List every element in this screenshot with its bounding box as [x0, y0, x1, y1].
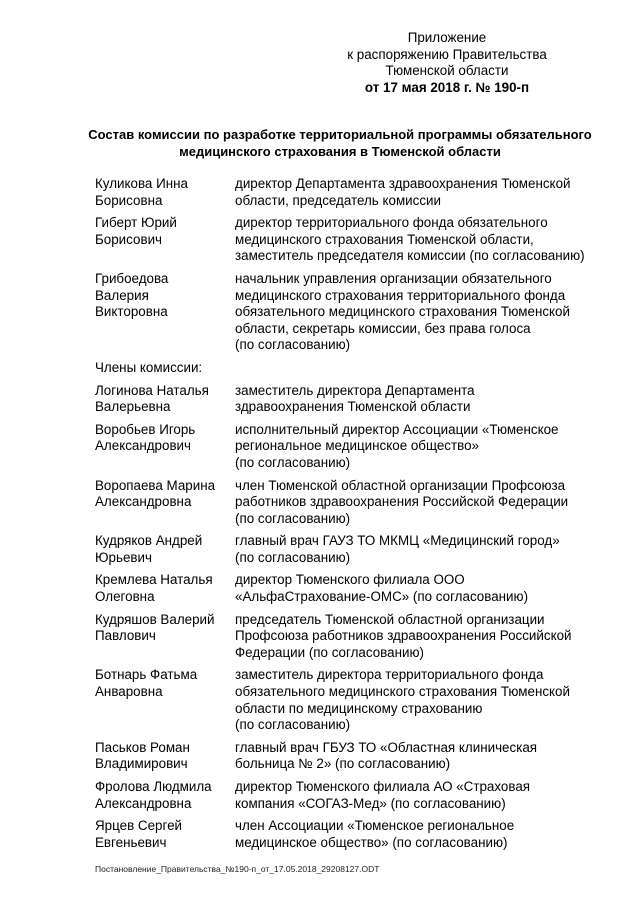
annex-date-number: от 17 мая 2018 г. № 190-п: [364, 79, 530, 95]
member-role: заместитель директора Департамента здравоохранения Тюменской области: [235, 382, 475, 415]
member-row: [95, 422, 595, 472]
member-name: Грибоедова Валерия Викторовна: [95, 270, 169, 320]
member-row: [95, 818, 595, 851]
member-row: [95, 667, 595, 733]
member-role: директор Тюменского филиала ООО «АльфаСтрахование-ОМС» (по согласованию): [235, 572, 529, 605]
member-name: Ярцев Сергей Евгеньевич: [95, 818, 182, 850]
member-role: директор территориального фонда обязательного медицинского страхования Тюменской области, заместитель председателя комиссии (по согласованию): [235, 215, 585, 264]
member-role: член Ассоциации «Тюменское региональное медицинское общество» (по согласованию): [235, 818, 515, 850]
member-name: Гиберт Юрий Борисович: [95, 215, 177, 247]
member-row: [95, 612, 595, 662]
annex-region: Тюменской области: [385, 63, 509, 79]
members-group: [95, 383, 595, 852]
annex-reference: к распоряжению Правительства: [347, 46, 547, 62]
member-role: начальник управления организации обязательного медицинского страхования территориального фонда обязательного медицинского страхования Тюменской области, секретарь комиссии, без права голоса (по согласованию): [235, 270, 570, 353]
annex-title: Приложение: [407, 30, 487, 45]
member-name: Ботнарь Фатьма Анваровна: [95, 667, 198, 700]
member-name: Кремлева Наталья Олеговна: [95, 572, 213, 605]
member-name: Кудряков Андрей Юрьевич: [95, 533, 203, 565]
member-row: [95, 176, 595, 209]
member-role: председатель Тюменской областной организации Профсоюза работников здравоохранения Российской Федерации (по согласованию): [235, 611, 572, 660]
member-role: главный врач ГАУЗ ТО МКМЦ «Медицинский город» (по согласованию): [235, 533, 560, 565]
member-role: директор Тюменского филиала АО «Страховая компания «СОГАЗ-Мед» (по согласованию): [235, 779, 531, 811]
member-name: Воробьев Игорь Александрович: [95, 421, 196, 454]
member-name: Фролова Людмила Александровна: [95, 779, 212, 811]
member-name: Логинова Наталья Валерьевна: [95, 382, 209, 415]
member-role: заместитель директора территориального фонда обязательного медицинского страхования Тюменской области по медицинскому страхованию (по согласованию): [235, 667, 570, 733]
member-row: [95, 478, 595, 528]
document-footer: Постановление_Правительства_№190-п_от_17.05.2018_29208127.ODT: [95, 864, 380, 874]
commission-list: [95, 176, 595, 857]
member-row: [95, 215, 595, 265]
member-role: директор Департамента здравоохранения Тюменской области, председатель комиссии: [235, 176, 571, 208]
member-row: [95, 383, 595, 416]
member-row: [95, 271, 595, 354]
member-row: [95, 779, 595, 812]
member-role: главный врач ГБУЗ ТО «Областная клиническая больница № 2» (по согласованию): [235, 739, 538, 772]
member-row: [95, 572, 595, 605]
member-role: член Тюменской областной организации Профсоюза работников здравоохранения Российской Федерации (по согласованию): [235, 477, 569, 526]
annex-block: [317, 30, 577, 96]
document-heading: Состав комиссии по разработке территориальной программы обязательного медицинского страхования в Тюменской области: [88, 127, 592, 159]
member-name: Паськов Роман Владимирович: [95, 739, 190, 772]
member-name: Кудряшов Валерий Павлович: [95, 611, 215, 644]
member-row: [95, 740, 595, 773]
member-name: Воропаева Марина Александровна: [95, 477, 216, 510]
member-name: Куликова Инна Борисовна: [95, 176, 188, 208]
member-role: исполнительный директор Ассоциации «Тюменское региональное медицинское общество» (по согласованию): [235, 421, 559, 470]
leaders-group: [95, 176, 595, 354]
member-row: [95, 533, 595, 566]
members-label: Члены комиссии:: [95, 359, 203, 375]
